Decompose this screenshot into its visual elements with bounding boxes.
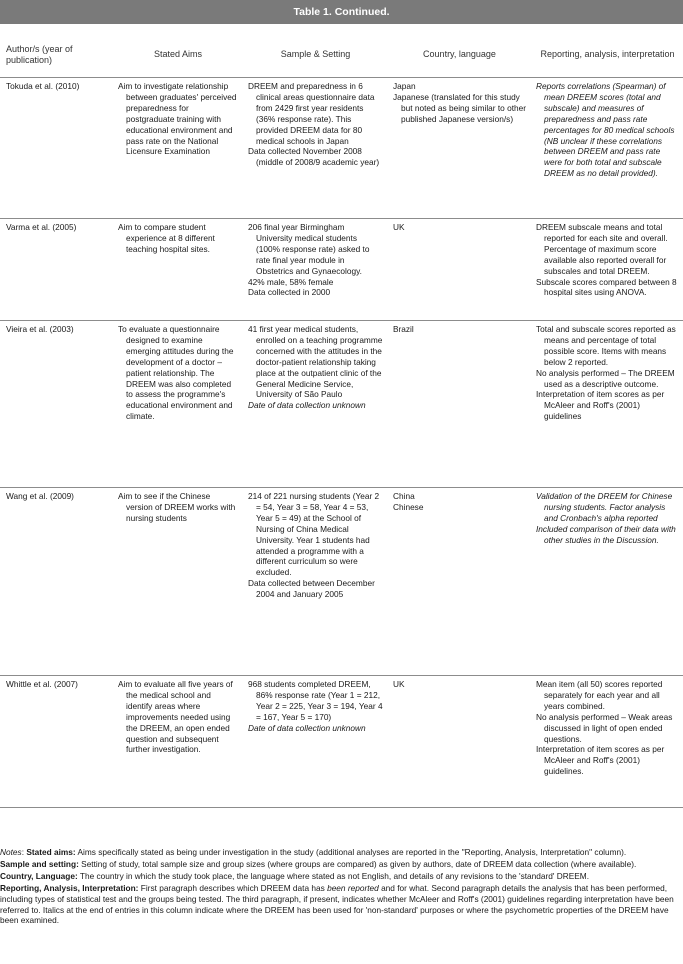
note-country-text: The country in which the study took place, the language where stated as not English, and details of any revisions to the 'standard' DREEM. <box>79 870 590 881</box>
sample-date: Date of data collection unknown <box>248 400 366 411</box>
reporting-text: Reports correlations (Spearman) of mean DREEM scores (total and subscale) and measures of preparedness and pass rate percentages for 80 medical schools (NB unclear if these correlations between DREEM and pass rate were for both total and subscale DREEM as no detail provided). <box>536 81 675 179</box>
table-row <box>0 321 683 488</box>
table-row <box>0 219 683 321</box>
header-country: Country, language <box>387 30 530 78</box>
cell-author: Wang et al. (2009) <box>0 488 112 676</box>
language-text: Chinese <box>393 501 424 512</box>
sample-date: Data collected in 2000 <box>248 287 331 298</box>
analysis-text: No analysis performed – Weak areas discussed in light of open ended questions. <box>536 711 673 744</box>
country-text: UK <box>393 679 405 689</box>
note-aims-label: Stated aims: <box>26 847 76 857</box>
note-aims-text: Aims specifically stated as being under investigation in the study (additional analyses are reported in the "Reporting, Analysis, Interpretation" column). <box>77 847 627 857</box>
reporting-text: DREEM subscale means and total reported for each site and overall. Percentage of maximum score available also reported overall for subscales and total DREEM. <box>536 222 668 276</box>
table-row <box>0 78 683 219</box>
sample-gender: 42% male, 58% female <box>248 276 334 287</box>
cell-sample <box>242 219 387 321</box>
cell-reporting <box>530 676 683 808</box>
header-reporting: Reporting, analysis, interpretation <box>530 30 683 78</box>
header-sample: Sample & Setting <box>242 30 387 78</box>
cell-author: Whittle et al. (2007) <box>0 676 112 808</box>
aims-text: Aim to investigate relationship between graduates' perceived preparedness for postgraduate training with educational environment and pass rate on the National Licensure Examination <box>118 81 237 157</box>
data-table <box>0 30 683 808</box>
aims-text: To evaluate a questionnaire designed to examine emerging attitudes during the development of a doctor – patient relationship. The DREEM was also completed to assess the programme's educational environment and climate. <box>118 324 234 422</box>
header-author: Author/s (year of publication) <box>0 30 112 78</box>
cell-aims <box>112 321 242 488</box>
country-text: China <box>393 491 415 501</box>
note-country <box>0 871 683 882</box>
note-reporting-label: Reporting, Analysis, Interpretation: <box>0 882 139 893</box>
cell-country <box>387 78 530 219</box>
cell-sample <box>242 321 387 488</box>
note-reporting <box>0 883 683 927</box>
table-row <box>0 676 683 808</box>
cell-aims <box>112 488 242 676</box>
sample-text: 968 students completed DREEM, 86% response rate (Year 1 = 212, Year 2 = 225, Year 3 = 194, Year 4 = 167, Year 5 = 170) <box>248 679 383 722</box>
cell-author: Varma et al. (2005) <box>0 219 112 321</box>
cell-reporting <box>530 219 683 321</box>
reporting-text: Mean item (all 50) scores reported separately for each year and all years combined. <box>536 679 663 711</box>
cell-country <box>387 321 530 488</box>
cell-country <box>387 676 530 808</box>
header-aims: Stated Aims <box>112 30 242 78</box>
cell-sample <box>242 78 387 219</box>
cell-country <box>387 219 530 321</box>
cell-reporting <box>530 321 683 488</box>
table-title-text: Table 1. Continued. <box>293 6 390 18</box>
country-text: Japan <box>393 81 416 91</box>
analysis-text: No analysis performed – The DREEM used as a descriptive outcome. <box>536 367 675 389</box>
note-reporting-text-a: First paragraph describes which DREEM data has <box>140 882 325 893</box>
cell-aims <box>112 78 242 219</box>
header-row <box>0 30 683 78</box>
cell-reporting <box>530 78 683 219</box>
notes-label: Notes <box>0 847 22 857</box>
note-aims: Notes: Stated aims: Aims specifically stated as being under investigation in the study (additional analyses are reported in the "Reporting, Analysis, Interpretation" column). <box>0 847 627 857</box>
note-sample-label: Sample and setting: <box>0 858 79 869</box>
cell-sample <box>242 676 387 808</box>
cell-country <box>387 488 530 676</box>
reporting-text: Validation of the DREEM for Chinese nursing students. Factor analysis and Cronbach's alpha reported <box>536 491 673 523</box>
note-reporting-text-b: and for what. Second paragraph details the analysis that has been performed, including types of statistical test and the groups being tested. The third paragraph, if present, indicates whether McAleer and Roff's (2001) guidelines regarding interpretation have been referred to. Italics at the end of entries in this column indicate where the DREEM has been used for 'non-standard' purposes or where the psychometric properties of the DREEM have been examined. <box>0 882 674 926</box>
table-notes <box>0 847 683 927</box>
analysis-text: Subscale scores compared between 8 hospital sites using ANOVA. <box>536 276 677 298</box>
language-text: Japanese (translated for this study but noted as being similar to other published Japanese version/s) <box>393 91 526 124</box>
cell-aims <box>112 219 242 321</box>
table-row <box>0 488 683 676</box>
table-title <box>0 0 683 24</box>
sample-text: 41 first year medical students, enrolled on a teaching programme concerned with the attitudes in the doctor-patient relationship taking place at the outpatient clinic of the General Medicine Service, University of São Paulo <box>248 324 383 400</box>
country-text: Brazil <box>393 324 414 334</box>
note-sample-text: Setting of study, total sample size and group sizes (where groups are compared) as given by authors, date of DREEM data collection (where available). <box>81 858 637 869</box>
country-text: UK <box>393 222 405 232</box>
sample-date: Data collected between December 2004 and January 2005 <box>248 578 375 600</box>
note-reporting-italic: been reported <box>327 882 379 893</box>
aims-text: Aim to evaluate all five years of the medical school and identify areas where improvements needed using the DREEM, an open ended question and subsequent further investigation. <box>118 679 233 755</box>
cell-author: Tokuda et al. (2010) <box>0 78 112 219</box>
analysis-text: Included comparison of their data with other studies in the Discussion. <box>536 523 676 545</box>
sample-text: DREEM and preparedness in 6 clinical areas questionnaire data from 2429 first year residents (36% response rate). This provided DREEM data for 80 medical schools in Japan <box>248 81 375 146</box>
cell-author: Vieira et al. (2003) <box>0 321 112 488</box>
note-country-label: Country, Language: <box>0 870 78 881</box>
note-sample <box>0 859 683 870</box>
cell-aims <box>112 676 242 808</box>
interpretation-text: Interpretation of item scores as per McAleer and Roff's (2001) guidelines <box>536 389 665 422</box>
cell-reporting <box>530 488 683 676</box>
sample-text: 214 of 221 nursing students (Year 2 = 54, Year 3 = 58, Year 4 = 53, Year 5 = 49) at the School of Nursing of China Medical University. Year 1 students had attended a programme with a different curriculum so were excluded. <box>248 491 380 578</box>
sample-text: 206 final year Birmingham University medical students (100% response rate) asked to rate final year module in Obstetrics and Gynaecology. <box>248 222 370 276</box>
interpretation-text: Interpretation of item scores as per McAleer and Roff's (2001) guidelines. <box>536 744 665 777</box>
sample-date: Data collected November 2008 (middle of 2008/9 academic year) <box>248 146 380 168</box>
aims-text: Aim to see if the Chinese version of DREEM works with nursing students <box>118 491 236 523</box>
aims-text: Aim to compare student experience at 8 different teaching hospital sites. <box>118 222 215 254</box>
sample-date: Date of data collection unknown <box>248 722 366 733</box>
reporting-text: Total and subscale scores reported as means and percentage of total possible score. Items with means below 2 reported. <box>536 324 676 367</box>
cell-sample <box>242 488 387 676</box>
